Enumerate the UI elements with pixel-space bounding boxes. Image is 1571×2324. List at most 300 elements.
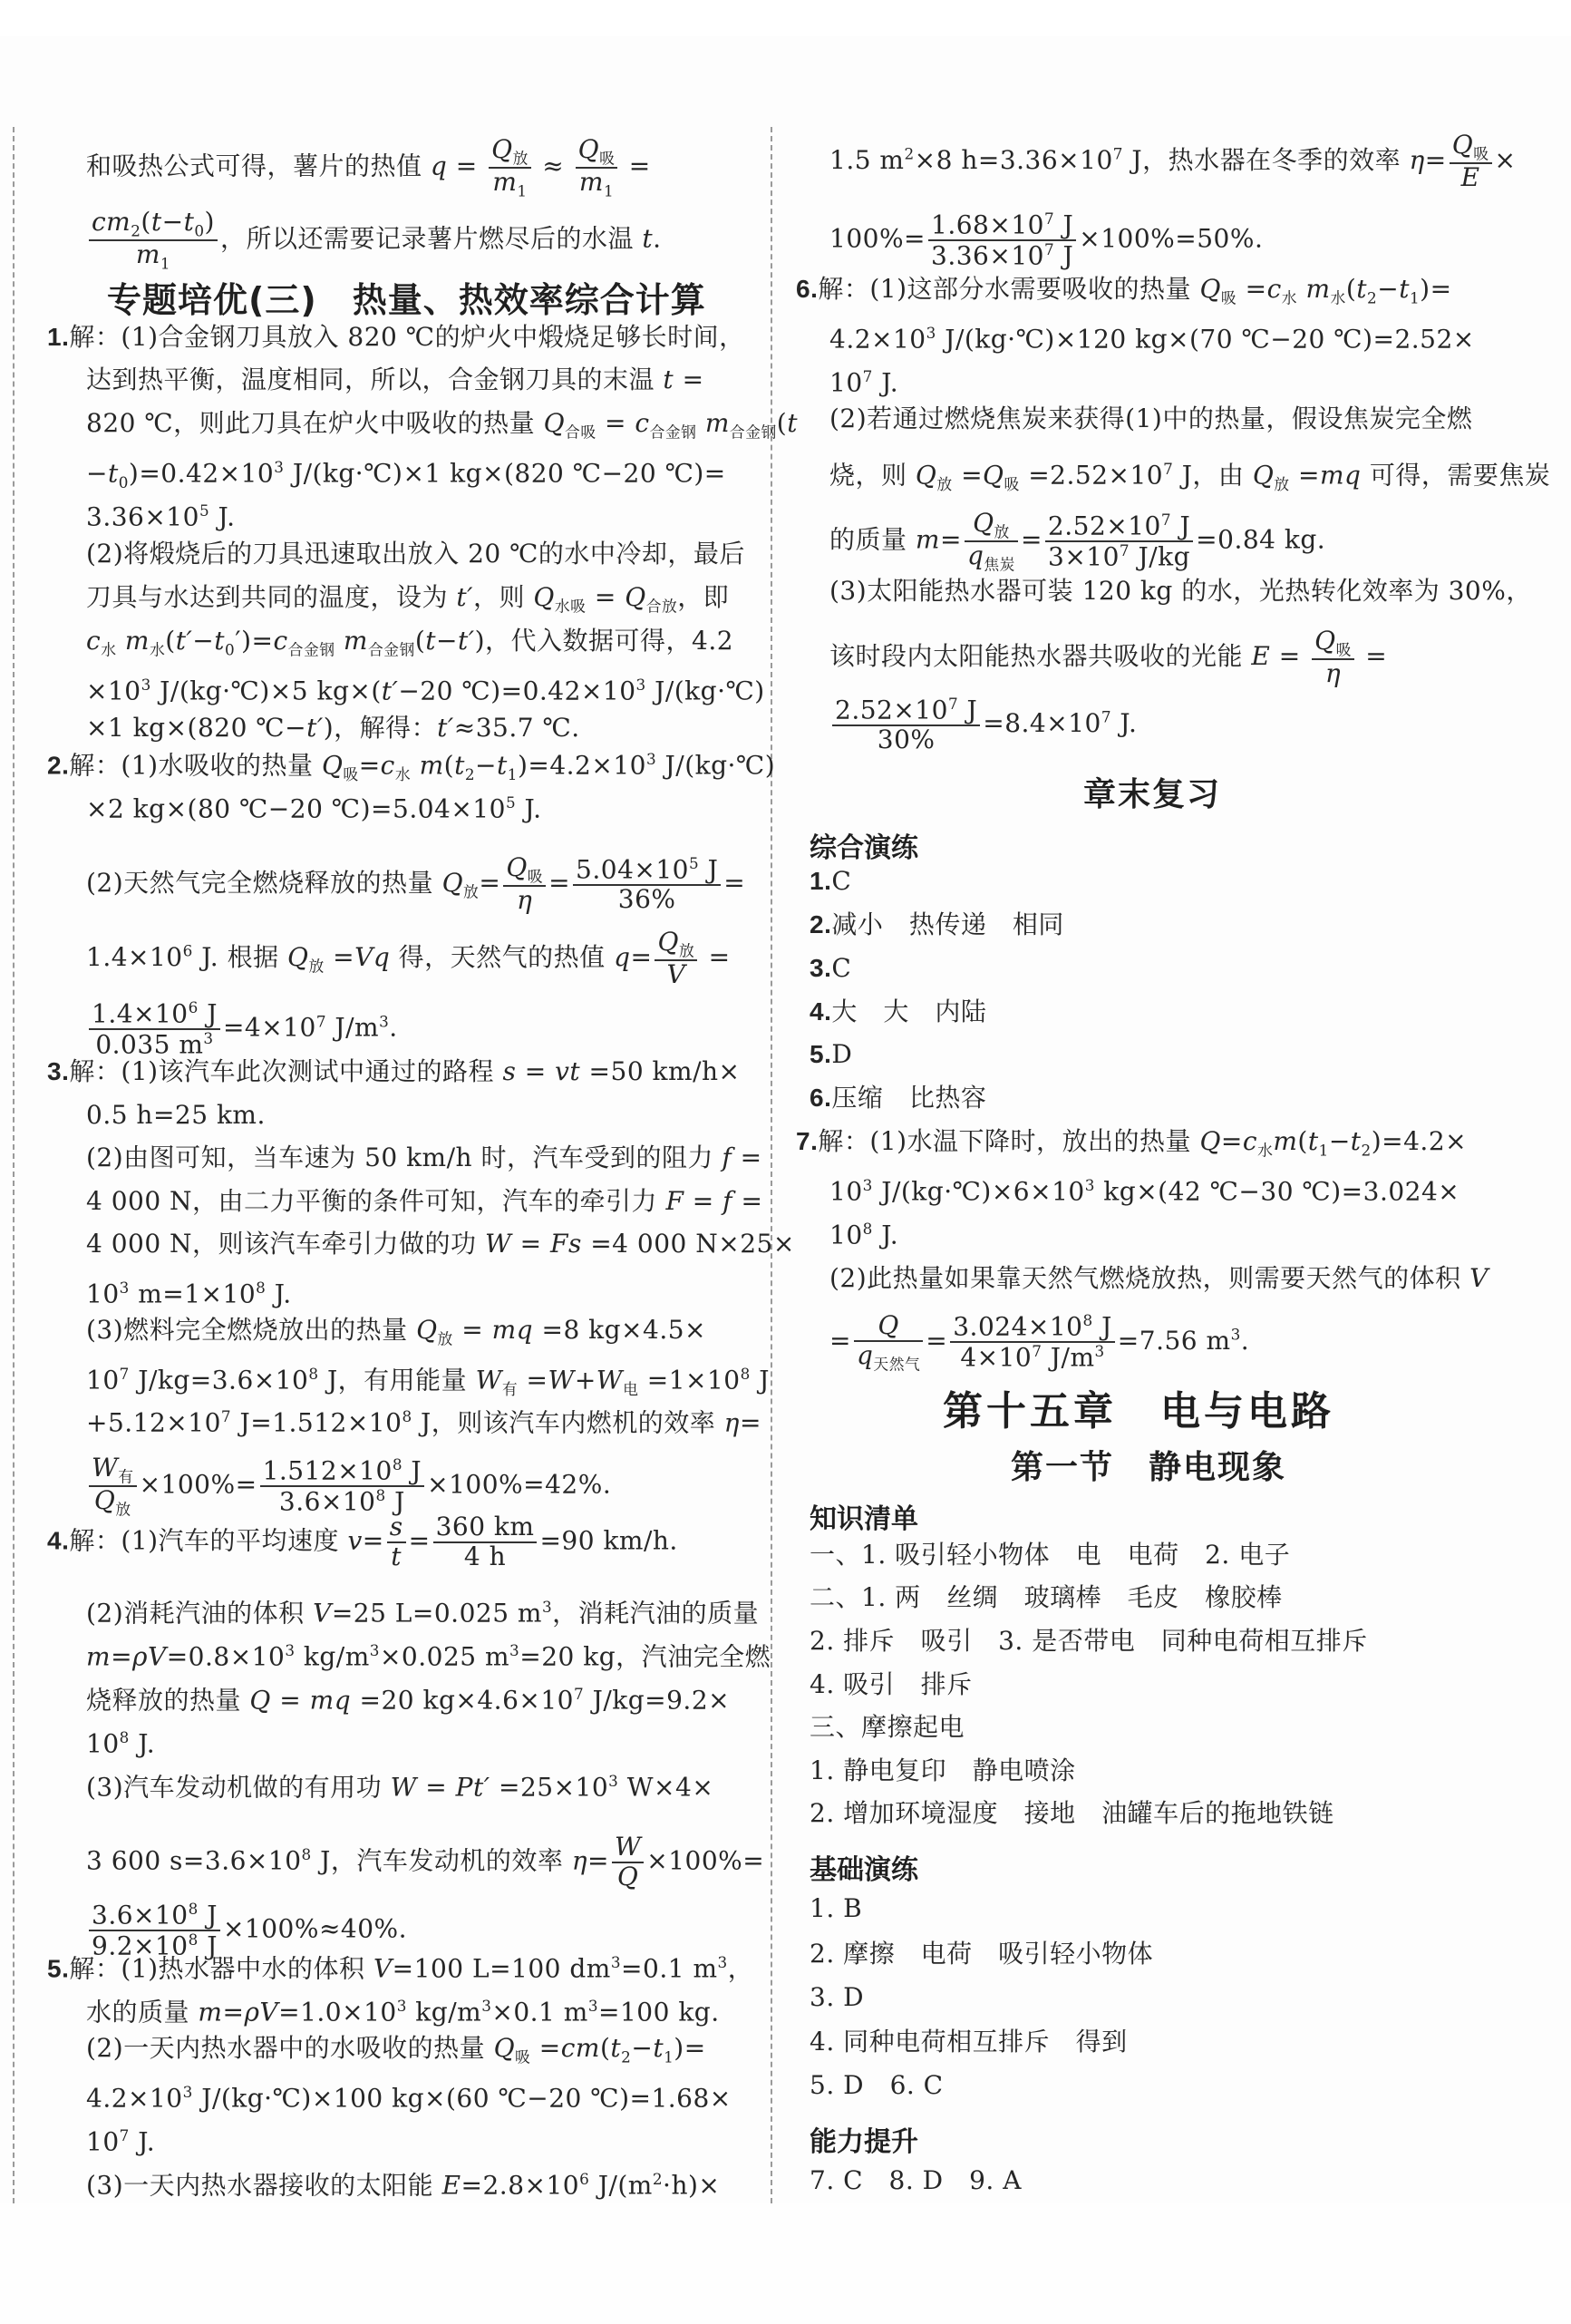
text-run: )= bbox=[1420, 274, 1452, 304]
math-subscript: 合吸 bbox=[565, 423, 596, 442]
math-variable: Q bbox=[286, 941, 309, 972]
text-run: 10 bbox=[829, 367, 863, 398]
text-run: = bbox=[358, 750, 381, 781]
math-variable: Q bbox=[616, 1861, 639, 1891]
text-run: =25×10 bbox=[490, 1772, 609, 1803]
problem-line bbox=[47, 319, 745, 355]
math-fraction bbox=[576, 136, 618, 199]
math-variable: cm bbox=[560, 2033, 600, 2063]
problem-line bbox=[47, 1054, 741, 1090]
text-run: ′)= bbox=[235, 626, 274, 656]
text-run: J/kg bbox=[1130, 541, 1191, 572]
text-run: J bbox=[198, 998, 218, 1029]
text-run: 4.2×10 bbox=[86, 2083, 183, 2114]
math-subscript: 放 bbox=[437, 1329, 453, 1348]
math-fraction bbox=[1045, 511, 1193, 571]
text-run: = bbox=[518, 1365, 548, 1395]
math-variable: Vq bbox=[354, 941, 391, 972]
math-variable: W bbox=[475, 1365, 502, 1395]
text-run: 10 bbox=[86, 1279, 120, 1309]
problem-line bbox=[796, 1123, 1467, 1169]
math-fraction bbox=[489, 136, 531, 199]
math-subscript: 合金钢 bbox=[729, 423, 777, 442]
answer-text: D bbox=[831, 1039, 853, 1069]
text-run: ，所以还需要记录薯片燃尽后的水温 bbox=[219, 223, 643, 254]
math-subscript: 放 bbox=[994, 522, 1010, 541]
math-variable: mq bbox=[309, 1685, 352, 1716]
math-variable: t bbox=[610, 2033, 622, 2063]
text-run: × bbox=[1494, 144, 1517, 175]
math-variable: W bbox=[484, 1229, 512, 1259]
math-superscript: 7 bbox=[119, 2126, 130, 2144]
text-run: = bbox=[739, 1407, 761, 1438]
text-run: 解：(1)这部分水需要吸收的热量 bbox=[818, 274, 1200, 304]
math-superscript: 5 bbox=[199, 501, 210, 520]
math-superscript: 7 bbox=[315, 1012, 326, 1031]
fraction-numerator bbox=[489, 136, 531, 169]
math-superscript: 3 bbox=[1084, 1176, 1095, 1194]
text-run: ×100%=50%. bbox=[1079, 223, 1264, 254]
problem-line bbox=[86, 579, 729, 625]
problem-line bbox=[86, 1719, 155, 1762]
math-fraction bbox=[965, 510, 1018, 573]
math-fraction bbox=[89, 209, 218, 272]
problem-line bbox=[829, 451, 1550, 502]
text-run: J bbox=[1171, 511, 1191, 541]
math-superscript: 3 bbox=[396, 1997, 407, 2015]
math-variable: t bbox=[214, 626, 226, 656]
math-subscript: 水 bbox=[1330, 288, 1346, 307]
problem-line bbox=[86, 1097, 266, 1133]
problem-number: 2. bbox=[47, 751, 70, 780]
math-variable: E bbox=[441, 2170, 461, 2201]
text-run: =0.84 kg. bbox=[1196, 524, 1326, 555]
text-run: J. bbox=[129, 1728, 156, 1759]
math-fraction bbox=[387, 1513, 406, 1571]
problem-line bbox=[86, 1589, 759, 1631]
math-superscript: 7 bbox=[1160, 510, 1172, 529]
text-run: 解：(1)水温下降时，放出的热量 bbox=[818, 1126, 1200, 1156]
text-run: = bbox=[700, 941, 731, 972]
text-run: J/(kg·℃)×6×10 bbox=[872, 1176, 1085, 1207]
text-run: J，有用能量 bbox=[318, 1365, 476, 1395]
text-run: (2)消耗汽油的体积 bbox=[86, 1598, 314, 1629]
math-superscript: 5 bbox=[688, 853, 700, 872]
text-run: = bbox=[620, 151, 651, 181]
fraction-numerator bbox=[433, 1513, 538, 1543]
text-run: J/(kg·℃)×120 kg×(70 ℃−20 ℃)=2.52× bbox=[936, 324, 1475, 355]
math-subscript: 2 bbox=[464, 764, 476, 783]
text-run: 0.5 h=25 km. bbox=[86, 1100, 266, 1130]
math-variable: ρV bbox=[244, 1997, 279, 2027]
subsection-heading: 知识清单 bbox=[810, 1503, 918, 1535]
math-fraction bbox=[950, 1312, 1115, 1372]
text-run: J bbox=[699, 854, 719, 885]
problem-line bbox=[829, 627, 1387, 688]
fraction-denominator bbox=[854, 1339, 923, 1374]
math-superscript: 3 bbox=[541, 1598, 553, 1616]
math-variable: Pt′ bbox=[455, 1772, 490, 1803]
text-run: J/(kg·℃) bbox=[656, 750, 776, 781]
answer-line bbox=[810, 1036, 852, 1073]
text-run: ( bbox=[776, 408, 788, 438]
answer-text: 压缩 比热容 bbox=[831, 1083, 987, 1113]
math-fraction bbox=[655, 929, 697, 989]
text-run: = bbox=[926, 1325, 948, 1356]
text-run: =50 km/h× bbox=[580, 1056, 741, 1086]
text-run: )= bbox=[674, 2033, 706, 2063]
answer-number: 2. bbox=[810, 910, 832, 938]
text-run: =100 L=100 dm bbox=[392, 1953, 611, 1984]
math-variable: Q bbox=[915, 460, 937, 491]
math-superscript: 3 bbox=[481, 1997, 492, 2015]
text-run: J. bbox=[1111, 707, 1138, 738]
topic-heading: 专题培优(三) 热量、热效率综合计算 bbox=[107, 280, 706, 320]
math-variable: E bbox=[1460, 162, 1480, 193]
math-superscript: 3 bbox=[717, 1953, 728, 1971]
text-run bbox=[696, 408, 704, 438]
text-run: 3×10 bbox=[1048, 541, 1120, 572]
math-superscript: 6 bbox=[182, 941, 193, 960]
text-run: = bbox=[952, 460, 984, 491]
text-run: 9.2×10 bbox=[92, 1930, 189, 1961]
text-run: ，则 bbox=[473, 582, 534, 612]
math-subscript: 吸 bbox=[1335, 640, 1352, 659]
answer-line: 4. 同种电荷相互排斥 得到 bbox=[810, 2027, 1128, 2057]
problem-line bbox=[829, 1211, 898, 1253]
text-run: J. 根据 bbox=[192, 941, 287, 972]
text-run: J/(kg·℃)×1 kg×(820 ℃−20 ℃)= bbox=[284, 458, 726, 489]
text-run: ( bbox=[1345, 274, 1357, 304]
math-subscript: 放 bbox=[678, 941, 695, 960]
text-run: =20 kg，汽油完全燃 bbox=[519, 1641, 771, 1672]
math-variable: mq bbox=[491, 1315, 534, 1345]
math-subscript: 0 bbox=[194, 221, 205, 240]
math-variable: mq bbox=[1319, 460, 1362, 491]
math-variable: t bbox=[663, 365, 674, 394]
text-run: − bbox=[192, 626, 215, 656]
math-variable: Q bbox=[657, 927, 679, 957]
problem-line bbox=[86, 784, 541, 827]
math-superscript: 3 bbox=[645, 750, 657, 768]
math-fraction bbox=[854, 1312, 923, 1373]
text-run: − bbox=[475, 750, 497, 781]
problem-line bbox=[86, 666, 765, 709]
math-variable: c bbox=[1266, 274, 1282, 304]
math-variable: s bbox=[389, 1512, 403, 1541]
math-variable: m bbox=[343, 626, 368, 656]
math-superscript: 8 bbox=[301, 1844, 312, 1863]
math-variable: Q bbox=[506, 852, 528, 882]
fraction-denominator bbox=[433, 1543, 538, 1571]
text-run: − bbox=[1377, 274, 1400, 304]
math-variable: m bbox=[124, 626, 150, 656]
math-subscript: 吸 bbox=[1004, 474, 1020, 493]
math-subscript: 吸 bbox=[343, 764, 359, 783]
text-run: 3.024×10 bbox=[953, 1311, 1083, 1342]
text-run: − bbox=[436, 626, 459, 656]
text-run: J. bbox=[872, 1220, 899, 1250]
text-run: = bbox=[1270, 640, 1310, 671]
math-subscript: 放 bbox=[115, 1500, 131, 1519]
knowledge-line: 一、1. 吸引轻小物体 电 电荷 2. 电子 bbox=[810, 1540, 1291, 1570]
text-run: = bbox=[723, 867, 746, 898]
text-run: (3)燃料完全燃烧放出的热量 bbox=[86, 1315, 417, 1345]
math-subscript: 2 bbox=[1367, 288, 1378, 307]
text-run: =2.52×10 bbox=[1019, 460, 1164, 491]
math-superscript: 8 bbox=[1082, 1311, 1093, 1330]
text-run: ×8 h=3.36×10 bbox=[914, 144, 1113, 175]
math-subscript: 有 bbox=[118, 1467, 134, 1486]
answer-line: 1. B bbox=[810, 1893, 863, 1923]
problem-line bbox=[86, 1398, 761, 1441]
fraction-denominator bbox=[489, 169, 531, 199]
text-run: ( bbox=[165, 626, 176, 656]
text-run: . bbox=[1240, 1325, 1250, 1356]
text-run: 水的质量 bbox=[86, 1997, 199, 2027]
text-run: . bbox=[389, 1012, 398, 1043]
math-variable: t′ bbox=[306, 713, 324, 743]
math-subscript: 天然气 bbox=[873, 1355, 921, 1374]
math-variable: f bbox=[722, 1143, 732, 1172]
math-variable: s bbox=[502, 1056, 517, 1086]
math-variable: q bbox=[614, 941, 631, 972]
math-variable: m bbox=[578, 167, 604, 198]
problem-number: 6. bbox=[796, 275, 819, 303]
math-superscript: 8 bbox=[740, 1365, 751, 1383]
chapter-review-heading: 章末复习 bbox=[1083, 776, 1222, 813]
problem-number: 5. bbox=[47, 1954, 70, 1983]
problem-line bbox=[829, 358, 898, 401]
problem-line bbox=[86, 1183, 762, 1220]
math-variable: m bbox=[704, 408, 730, 438]
math-variable: Fs bbox=[550, 1229, 582, 1259]
problem-line bbox=[86, 2074, 732, 2116]
text-run: = bbox=[530, 2033, 561, 2063]
text-run bbox=[335, 626, 344, 656]
text-run: 1.512×10 bbox=[262, 1455, 393, 1486]
math-subscript: 2 bbox=[1361, 1141, 1372, 1160]
math-subscript: 水吸 bbox=[554, 597, 587, 616]
math-variable: t bbox=[653, 2033, 664, 2063]
text-run: 2.52×10 bbox=[835, 695, 948, 725]
problem-line bbox=[829, 315, 1475, 357]
text-run: − bbox=[161, 207, 184, 237]
math-superscript: 3 bbox=[1094, 1342, 1105, 1361]
text-run: 该时段内太阳能热水器共吸收的光能 bbox=[829, 640, 1252, 671]
problem-line bbox=[86, 1833, 764, 1891]
text-run: J bbox=[198, 1930, 218, 1961]
math-variable: t bbox=[1356, 274, 1368, 304]
text-run: J. bbox=[209, 501, 236, 532]
text-run: = bbox=[452, 1315, 492, 1345]
math-variable: m bbox=[135, 239, 160, 270]
answer-text: C bbox=[831, 866, 852, 896]
text-run: 36% bbox=[617, 884, 676, 915]
math-variable: c bbox=[635, 408, 650, 438]
text-run: ( bbox=[1297, 1126, 1308, 1156]
math-variable: W bbox=[596, 1365, 624, 1395]
math-variable: v bbox=[347, 1525, 363, 1556]
answer-line bbox=[810, 994, 986, 1030]
text-run: 10 bbox=[86, 2126, 120, 2157]
text-run: 4 000 N，由二力平衡的条件可知，汽车的牵引力 bbox=[86, 1186, 666, 1216]
text-run: J/kg=9.2× bbox=[584, 1685, 731, 1716]
fraction-numerator bbox=[928, 210, 1076, 241]
problem-line bbox=[86, 1988, 720, 2030]
math-superscript: 3 bbox=[182, 2083, 193, 2101]
math-variable: t bbox=[1350, 1126, 1362, 1156]
math-superscript: 3 bbox=[587, 1997, 599, 2015]
fraction-denominator bbox=[1312, 660, 1354, 688]
math-variable: η bbox=[517, 885, 533, 916]
math-variable: V bbox=[313, 1598, 332, 1629]
math-variable: W bbox=[614, 1832, 642, 1862]
text-run: J bbox=[958, 695, 978, 725]
text-run: = bbox=[111, 1641, 133, 1672]
math-variable: m bbox=[492, 167, 518, 198]
text-run: ×10 bbox=[86, 676, 141, 706]
subsection-heading: 综合演练 bbox=[810, 832, 918, 864]
text-run: =20 kg×4.6×10 bbox=[351, 1685, 574, 1716]
math-variable: m bbox=[198, 1997, 223, 2027]
math-variable: t bbox=[454, 750, 465, 781]
fraction-numerator bbox=[1450, 131, 1492, 164]
text-run: 360 km bbox=[435, 1512, 535, 1541]
math-variable: η bbox=[571, 1845, 588, 1876]
text-run: = bbox=[324, 941, 355, 972]
math-variable: t′ bbox=[437, 713, 454, 743]
knowledge-line: 三、摩擦起电 bbox=[810, 1712, 965, 1742]
text-run: ≈ bbox=[533, 151, 573, 181]
text-run: 3.36×10 bbox=[931, 240, 1044, 271]
text-run: −20 ℃)=0.42×10 bbox=[398, 676, 636, 706]
text-run: = bbox=[416, 1772, 456, 1803]
text-run: 2.52×10 bbox=[1047, 511, 1161, 541]
text-run: =90 km/h. bbox=[539, 1525, 678, 1556]
text-run bbox=[411, 750, 419, 780]
math-variable: m bbox=[1305, 274, 1331, 304]
math-superscript: 8 bbox=[308, 1365, 319, 1383]
math-variable: t bbox=[787, 408, 798, 438]
math-superscript: 3 bbox=[509, 1641, 520, 1659]
math-variable: t′ bbox=[456, 582, 474, 612]
text-run: (2)由图可知，当车速为 50 km/h 时，汽车受到的阻力 bbox=[86, 1143, 722, 1172]
text-run: ×0.025 m bbox=[379, 1641, 510, 1672]
fraction-numerator bbox=[573, 855, 721, 886]
math-subscript: 吸 bbox=[1220, 288, 1237, 307]
page-bottom-margin bbox=[0, 2203, 1571, 2324]
math-superscript: 5 bbox=[505, 793, 517, 812]
problem-line bbox=[86, 1454, 611, 1518]
math-variable: Q bbox=[491, 134, 513, 164]
answer-text: 大 大 内陆 bbox=[831, 997, 987, 1026]
math-variable: Q bbox=[1199, 274, 1221, 304]
knowledge-line: 二、1. 两 丝绸 玻璃棒 毛皮 橡胶棒 bbox=[810, 1582, 1283, 1612]
text-run: J. bbox=[872, 367, 899, 398]
text-run: J. bbox=[129, 2126, 156, 2157]
math-variable: t bbox=[642, 223, 654, 254]
problem-line bbox=[47, 1944, 753, 1987]
text-run: J/m bbox=[1042, 1342, 1095, 1373]
knowledge-line: 2. 排斥 吸引 3. 是否带电 同种电荷相互排斥 bbox=[810, 1626, 1368, 1656]
fraction-numerator bbox=[89, 209, 218, 241]
problem-line bbox=[86, 362, 704, 398]
problem-number: 1. bbox=[47, 323, 70, 351]
math-subscript: 合金钢 bbox=[649, 423, 697, 442]
math-variable: Q bbox=[625, 582, 646, 612]
math-subscript: 1 bbox=[517, 181, 528, 200]
math-variable: c bbox=[273, 626, 288, 656]
section-title: 第一节 静电现象 bbox=[1011, 1449, 1287, 1486]
math-subscript: 吸 bbox=[515, 2047, 531, 2066]
math-superscript: 8 bbox=[188, 1930, 199, 1950]
math-variable: t′ bbox=[381, 676, 399, 706]
math-superscript: 7 bbox=[1112, 144, 1123, 163]
math-variable: t bbox=[1307, 1126, 1319, 1156]
text-run: = bbox=[939, 524, 962, 555]
knowledge-line: 4. 吸引 排斥 bbox=[810, 1669, 973, 1699]
math-variable: W bbox=[548, 1365, 575, 1395]
text-run: ×2 kg×(80 ℃−20 ℃)=5.04×10 bbox=[86, 793, 506, 824]
text-run: 解：(1)汽车的平均速度 bbox=[69, 1525, 348, 1556]
text-run: =1.0×10 bbox=[278, 1997, 397, 2027]
text-run: J=1.512×10 bbox=[231, 1407, 402, 1438]
problem-line bbox=[86, 492, 235, 535]
text-run: 1.68×10 bbox=[931, 209, 1044, 240]
math-variable: Q bbox=[321, 750, 344, 781]
answer-number: 6. bbox=[810, 1084, 832, 1112]
text-run: 达到热平衡，温度相同，所以，合金钢刀具的末温 bbox=[86, 365, 664, 394]
problem-line bbox=[86, 999, 398, 1059]
text-run: 10 bbox=[829, 1176, 863, 1207]
math-variable: t bbox=[1399, 274, 1410, 304]
problem-line bbox=[86, 1763, 713, 1805]
answer-line bbox=[810, 863, 851, 899]
fraction-numerator bbox=[576, 136, 618, 169]
math-superscript: 7 bbox=[1119, 541, 1130, 560]
fraction-denominator bbox=[1450, 164, 1492, 192]
math-variable: V bbox=[666, 959, 686, 990]
math-variable: η bbox=[723, 1407, 740, 1438]
text-run: = bbox=[684, 1186, 723, 1216]
math-variable: f bbox=[722, 1186, 733, 1216]
math-subscript: 0 bbox=[225, 640, 236, 659]
fraction-denominator bbox=[1045, 542, 1193, 571]
problem-line bbox=[86, 2117, 155, 2160]
answer-line bbox=[810, 907, 1064, 943]
math-subscript: 有 bbox=[501, 1379, 519, 1398]
math-superscript: 6 bbox=[579, 2170, 590, 2188]
problem-line bbox=[86, 1226, 795, 1262]
math-superscript: 3 bbox=[203, 1029, 214, 1048]
math-subscript: 放 bbox=[512, 149, 529, 168]
problem-number: 7. bbox=[796, 1127, 819, 1155]
problem-line bbox=[47, 1513, 678, 1571]
math-superscript: 3 bbox=[274, 458, 285, 476]
problem-line bbox=[829, 573, 1532, 609]
fraction-numerator bbox=[89, 999, 220, 1030]
math-subscript: 放 bbox=[463, 882, 480, 901]
text-run: ( bbox=[599, 2033, 611, 2063]
text-run: J bbox=[1092, 1311, 1112, 1342]
problem-line bbox=[86, 405, 798, 451]
text-run: = bbox=[732, 1143, 762, 1172]
fraction-numerator bbox=[832, 695, 980, 726]
text-run: 30% bbox=[877, 724, 936, 755]
subsection-heading: 基础演练 bbox=[810, 1854, 918, 1886]
answer-text: C bbox=[831, 953, 852, 983]
